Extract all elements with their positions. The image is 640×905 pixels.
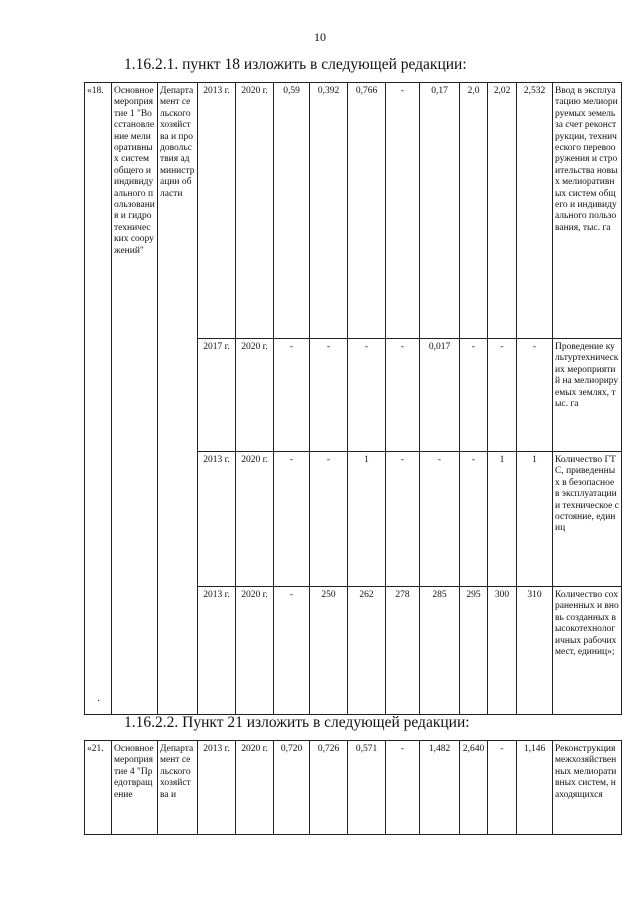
section-1-heading: 1.16.2.1. пункт 18 изложить в следующей редакции: bbox=[124, 56, 467, 73]
value-cell: - bbox=[460, 339, 488, 452]
value-cell: 1 bbox=[517, 452, 553, 587]
indicator-cell: Ввод в эксплуатацию мелиорируемых земель за счет реконструкции, технического перевооружения и строительства новых мелиоративных систем общего и индивидуального пользования, тыс. га bbox=[553, 83, 622, 339]
value-cell: 0,017 bbox=[420, 339, 460, 452]
value-cell: 0,726 bbox=[310, 741, 348, 835]
end-year: 2020 г. bbox=[236, 587, 274, 715]
value-cell: 1,146 bbox=[517, 741, 553, 835]
value-cell: 0,392 bbox=[310, 83, 348, 339]
end-year: 2020 г. bbox=[236, 452, 274, 587]
row-number-cell: «21. bbox=[85, 741, 112, 835]
value-cell: 262 bbox=[348, 587, 386, 715]
section-2-heading: 1.16.2.2. Пункт 21 изложить в следующей редакции: bbox=[124, 714, 470, 731]
value-cell: 310 bbox=[517, 587, 553, 715]
value-cell: - bbox=[348, 339, 386, 452]
value-cell: 1 bbox=[348, 452, 386, 587]
value-cell: 278 bbox=[386, 587, 420, 715]
value-cell: 2,532 bbox=[517, 83, 553, 339]
value-cell: 250 bbox=[310, 587, 348, 715]
row-number-cell: «18. bbox=[85, 83, 112, 715]
indicator-cell: Реконструкция межхозяйственных мелиоративных систем, находящихся bbox=[553, 741, 622, 835]
value-cell: - bbox=[488, 339, 517, 452]
start-year: 2013 г. bbox=[198, 83, 236, 339]
start-year: 2013 г. bbox=[198, 587, 236, 715]
executor-cell: Департамент сельского хозяйства и bbox=[158, 741, 198, 835]
value-cell: - bbox=[310, 452, 348, 587]
value-cell: - bbox=[274, 452, 310, 587]
start-year: 2013 г. bbox=[198, 741, 236, 835]
value-cell: - bbox=[386, 452, 420, 587]
indicator-cell: Проведение культуртехнических мероприятий на мелиорируемых землях, тыс. га bbox=[553, 339, 622, 452]
value-cell: - bbox=[274, 587, 310, 715]
end-year: 2020 г. bbox=[236, 83, 274, 339]
start-year: 2017 г. bbox=[198, 339, 236, 452]
value-cell: 0,720 bbox=[274, 741, 310, 835]
value-cell: 0,17 bbox=[420, 83, 460, 339]
start-year: 2013 г. bbox=[198, 452, 236, 587]
value-cell: 295 bbox=[460, 587, 488, 715]
end-year: 2020 г. bbox=[236, 339, 274, 452]
value-cell: 2,02 bbox=[488, 83, 517, 339]
value-cell: - bbox=[420, 452, 460, 587]
value-cell: 285 bbox=[420, 587, 460, 715]
value-cell: - bbox=[460, 452, 488, 587]
end-year: 2020 г. bbox=[236, 741, 274, 835]
value-cell: 0,571 bbox=[348, 741, 386, 835]
table-item-18 bbox=[84, 82, 622, 715]
indicator-cell: Количество сохраненных и вновь созданных высокотехнологичных рабочих мест, единиц»; bbox=[553, 587, 622, 715]
value-cell: 1,482 bbox=[420, 741, 460, 835]
value-cell: 1 bbox=[488, 452, 517, 587]
value-cell: 2,640 bbox=[460, 741, 488, 835]
value-cell: - bbox=[386, 339, 420, 452]
activity-cell: Основное мероприятие 1 "Восстановление мелиоративных систем общего и индивидуального пользования и гидротехнических сооружений" bbox=[112, 83, 158, 715]
activity-cell: Основное мероприятие 4 "Предотвращение bbox=[112, 741, 158, 835]
executor-cell: Департамент сельского хозяйства и продовольствия администрации области bbox=[158, 83, 198, 715]
value-cell: - bbox=[517, 339, 553, 452]
value-cell: 300 bbox=[488, 587, 517, 715]
value-cell: - bbox=[488, 741, 517, 835]
value-cell: - bbox=[310, 339, 348, 452]
bottom-mark: · bbox=[97, 696, 101, 707]
value-cell: 0,766 bbox=[348, 83, 386, 339]
table-item-21 bbox=[84, 740, 622, 835]
value-cell: - bbox=[386, 83, 420, 339]
value-cell: - bbox=[386, 741, 420, 835]
page-number: 10 bbox=[314, 30, 326, 44]
indicator-cell: Количество ГТС, приведенных в безопасное в эксплуатации и техническое состояние, единиц bbox=[553, 452, 622, 587]
value-cell: - bbox=[274, 339, 310, 452]
value-cell: 2,0 bbox=[460, 83, 488, 339]
value-cell: 0,59 bbox=[274, 83, 310, 339]
